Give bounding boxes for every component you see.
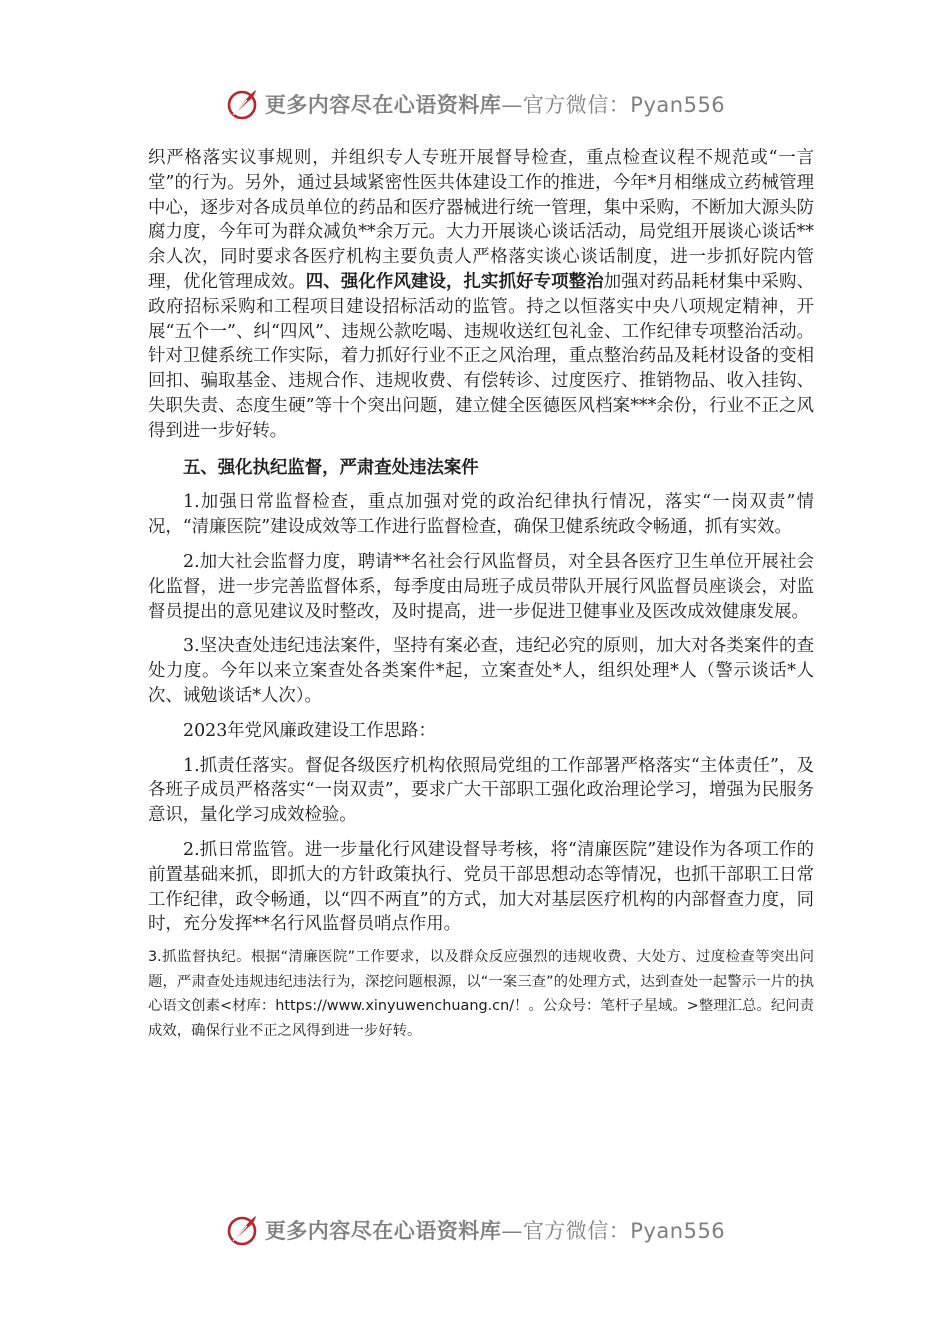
banner-text — [265, 1215, 725, 1245]
quill-pen-logo-icon — [225, 87, 259, 121]
section4-heading: 四、强化作风建设，扎实抓好专项整治 — [305, 271, 604, 292]
banner-lead-text: 更多内容尽在心语资料库 — [264, 1219, 502, 1243]
header-banner — [0, 84, 950, 124]
banner-lead-text: 更多内容尽在心语资料库 — [264, 93, 502, 117]
paragraph-section4 — [148, 146, 814, 444]
list-item-1: 1.加强日常监督检查，重点加强对党的政治纪律执行情况，落实“一岗双责”情况，“清廉医院”建设成效等工作进行监督检查，确保卫健系统政令畅通，抓有实效。 — [148, 492, 814, 538]
footer-banner — [0, 1210, 950, 1250]
plan-title: 2023年党风廉政建设工作思路： — [183, 720, 436, 741]
plan-item-1: 1.抓责任落实。督促各级医疗机构依照局党组的工作部署严格落实“主体责任”，及各班子成员严格落实“一岗双责”，要求广大干部职工强化政治理论学习，增强为民服务意识，量化学习成效检验。 — [148, 755, 814, 826]
document-body — [148, 146, 814, 1043]
banner-text — [265, 89, 725, 119]
paragraph-text: 加强对药品耗材集中采购、政府招标采购和工程项目建设招标活动的监管。持之以恒落实中央八项规定精神，开展“五个一”、纠“四风”、违规公款吃喝、违规收送红包礼金、工作纪律专项整治活动。针对卫健系统工作实际，着力抓好行业不正之风治理，重点整治药品及耗材设备的变相回扣、骗取基金、违规合作、违规收费、有偿转诊、过度医疗、推销物品、收入挂钩、失职失责、态度生硬”等十个突出问题，建立健全医德医风档案***余份，行业不正之风得到进一步好转。 — [148, 271, 814, 441]
section5-heading: 五、强化执纪监督，严肃查处违法案件 — [183, 457, 479, 478]
plan-item-2: 2.抓日常监管。进一步量化行风建设督导考核，将“清廉医院”建设作为各项工作的前置基础来抓，即抓大的方针政策执行、党员干部思想动态等情况，也抓干部职工日常工作纪律，政令畅通，以“四不两直”的方式，加大对基层医疗机构的内部督查力度，同时，充分发挥**名行风监督员哨点作用。 — [148, 839, 814, 935]
plan-item-3: 3.抓监督执纪。根据“清廉医院”工作要求，以及群众反应强烈的违规收费、大处方、过度检查等突出问题，严肃查处违规违纪违法行为，深挖问题根源，以“一案三查”的处理方式，达到查处一起警示一片的执心语文创素<材库：https://www.xinyuwenchuang.cn/！。公众号：笔杆子星域。>整理汇总。纪问责成效，确保行业不正之风得到进一步好转。 — [148, 949, 814, 1039]
banner-tail-text: —官方微信：Pyan556 — [501, 1219, 726, 1243]
banner-tail-text: —官方微信：Pyan556 — [501, 93, 726, 117]
paragraph-text: 织严格落实议事规则，并组织专人专班开展督导检查，重点检查议程不规范或“一言堂”的行为。另外，通过县域紧密性医共体建设工作的推进，今年*月相继成立药械管理中心，逐步对各成员单位的药品和医疗器械进行统一管理，集中采购，不断加大源头防腐力度，今年可为群众减负**余万元。大力开展谈心谈话活动，局党组开展谈心谈话**余人次，同时要求各医疗机构主要负责人严格落实谈心谈话制度，进一步抓好院内管理，优化管理成效。 — [148, 148, 814, 292]
quill-pen-logo-icon — [225, 1213, 259, 1247]
list-item-2: 2.加大社会监督力度，聘请**名社会行风监督员，对全县各医疗卫生单位开展社会化监督，进一步完善监督体系，每季度由局班子成员带队开展行风监督员座谈会，对监督员提出的意见建议及时整改，及时提高，进一步促进卫健事业及医改成效健康发展。 — [148, 551, 814, 622]
list-item-3: 3.坚决查处违纪违法案件，坚持有案必查，违纪必究的原则，加大对各类案件的查处力度。今年以来立案查处各类案件*起，立案查处*人，组织处理*人（警示谈话*人次、诫勉谈话*人次）。 — [148, 636, 814, 706]
